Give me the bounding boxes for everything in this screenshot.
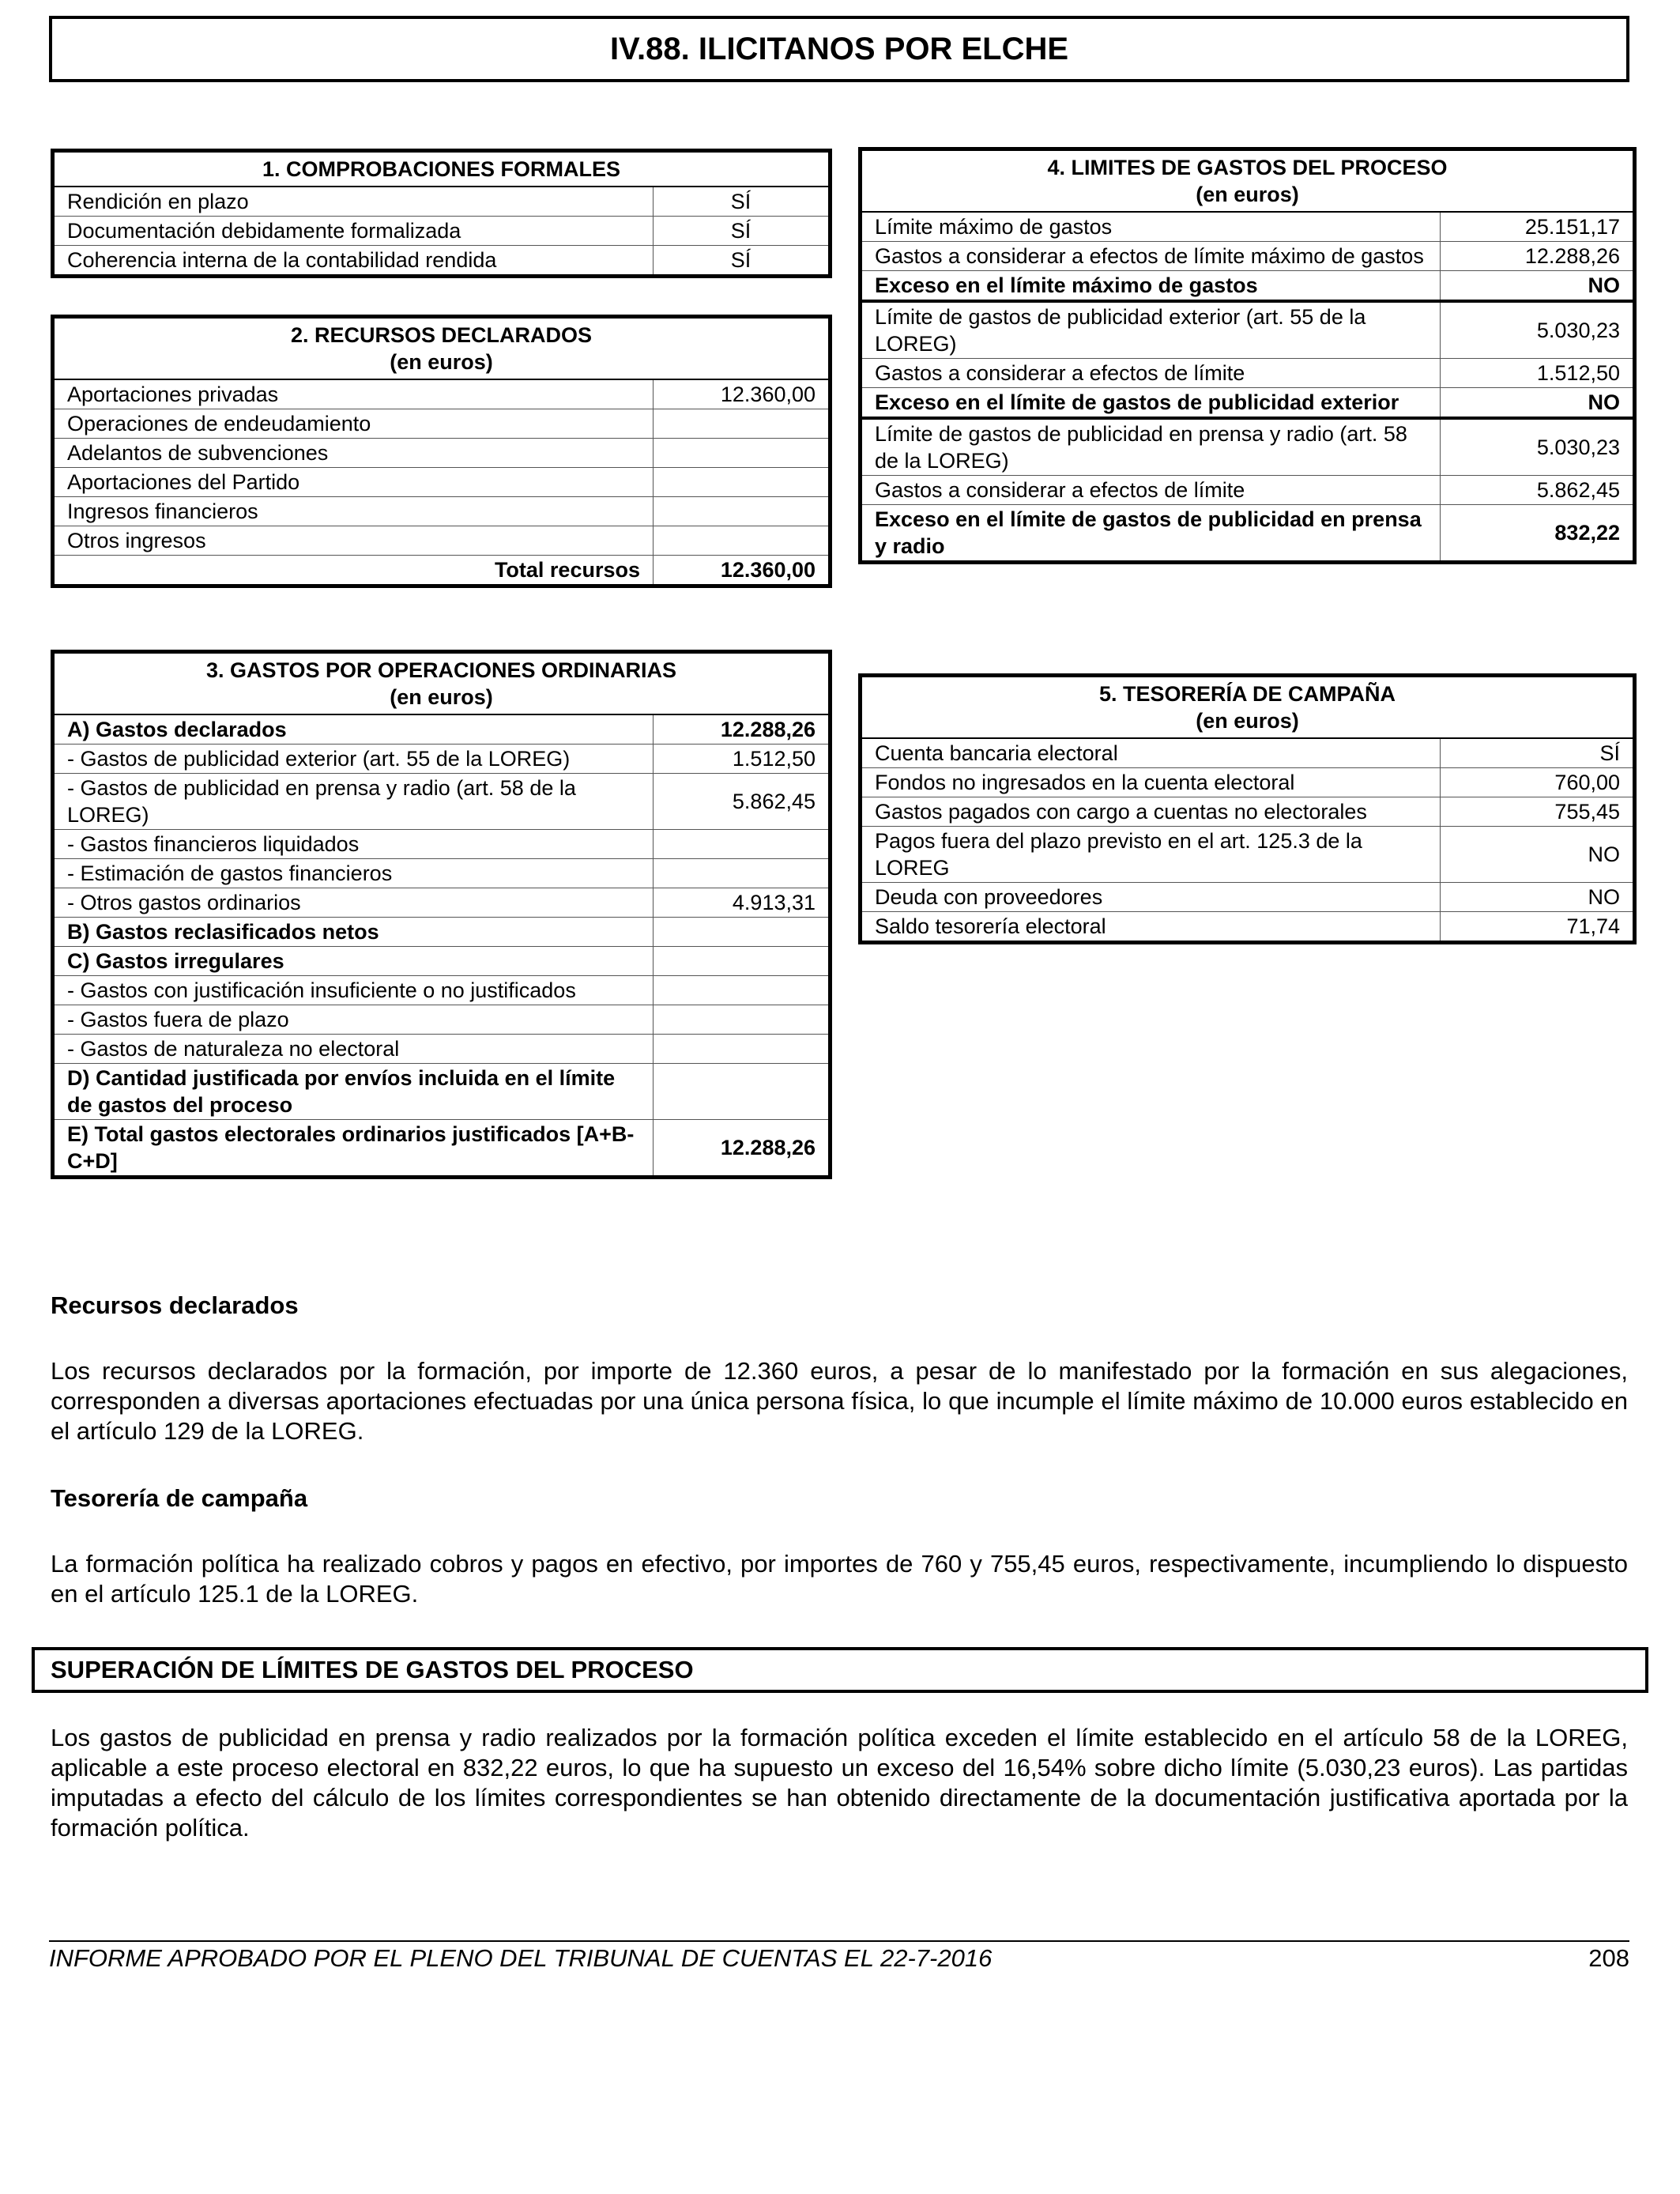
table-row: - Estimación de gastos financieros xyxy=(53,859,831,888)
table-tesoreria-campana xyxy=(858,673,1637,944)
table-row: Gastos pagados con cargo a cuentas no electorales 755,45 xyxy=(861,797,1635,827)
footer-divider xyxy=(49,1940,1629,1942)
table-row: Ingresos financieros xyxy=(53,497,831,526)
paragraph-superacion: Los gastos de publicidad en prensa y radio realizados por la formación política exceden el límite establecido en el artículo 58 de la LOREG, aplicable a este proceso electoral en 832,22 euros, lo que ha supuesto un exceso del 16,54% sobre dicho límite (5.030,23 euros). Las partidas imputadas a efecto del cálculo de los límites correspondientes se han obtenido directamente de la documentación justificativa aportada por la formación política. xyxy=(51,1724,1628,1842)
table-row: Fondos no ingresados en la cuenta electoral 760,00 xyxy=(861,768,1635,797)
table-row: Gastos a considerar a efectos de límite máximo de gastos 12.288,26 xyxy=(861,242,1635,271)
table-row: Coherencia interna de la contabilidad rendida SÍ xyxy=(53,246,831,277)
table-row: Aportaciones del Partido xyxy=(53,468,831,497)
table-row: Documentación debidamente formalizada SÍ xyxy=(53,217,831,246)
table-row: - Gastos fuera de plazo xyxy=(53,1005,831,1035)
table-row: Aportaciones privadas 12.360,00 xyxy=(53,379,831,409)
table-header: 5. TESORERÍA DE CAMPAÑA (en euros) xyxy=(861,676,1635,739)
table-row: - Gastos de publicidad exterior (art. 55 de la LOREG) 1.512,50 xyxy=(53,745,831,774)
page-title: IV.88. ILICITANOS POR ELCHE xyxy=(49,16,1629,82)
table-row: Límite de gastos de publicidad en prensa y radio (art. 58 de la LOREG) 5.030,23 xyxy=(861,418,1635,476)
table-row: Exceso en el límite de gastos de publicidad exterior NO xyxy=(861,388,1635,419)
footer-text: INFORME APROBADO POR EL PLENO DEL TRIBUNAL DE CUENTAS EL 22-7-2016 xyxy=(49,1944,993,1972)
paragraph-recursos: Los recursos declarados por la formación, por importe de 12.360 euros, a pesar de lo manifestado por la formación en sus alegaciones, corresponden a diversas aportaciones efectuadas por una única persona física, lo que incumple el límite máximo de 10.000 euros establecido en el artículo 129 de la LOREG. xyxy=(51,1357,1628,1445)
table-recursos-declarados xyxy=(51,315,832,588)
table-row: B) Gastos reclasificados netos xyxy=(53,918,831,947)
table-header: 3. GASTOS POR OPERACIONES ORDINARIAS (en euros) xyxy=(53,652,831,715)
table-row: Límite de gastos de publicidad exterior (art. 55 de la LOREG) 5.030,23 xyxy=(861,301,1635,359)
table-row: Gastos a considerar a efectos de límite 1.512,50 xyxy=(861,359,1635,388)
table-row: - Gastos con justificación insuficiente o no justificados xyxy=(53,976,831,1005)
table-row: - Gastos financieros liquidados xyxy=(53,830,831,859)
section-title-superacion: SUPERACIÓN DE LÍMITES DE GASTOS DEL PROCESO xyxy=(32,1647,1648,1693)
table-row: Exceso en el límite máximo de gastos NO xyxy=(861,271,1635,302)
table-row: E) Total gastos electorales ordinarios justificados [A+B-C+D] 12.288,26 xyxy=(53,1120,831,1178)
table-total-row: Total recursos 12.360,00 xyxy=(53,556,831,586)
table-gastos-ordinarios xyxy=(51,650,832,1179)
table-row: Saldo tesorería electoral 71,74 xyxy=(861,912,1635,943)
table-row: Rendición en plazo SÍ xyxy=(53,187,831,217)
table-row: Deuda con proveedores NO xyxy=(861,883,1635,912)
page-footer xyxy=(49,1944,1629,1973)
table-limites-gastos xyxy=(858,147,1637,564)
paragraph-tesoreria: La formación política ha realizado cobros y pagos en efectivo, por importes de 760 y 755,45 euros, respectivamente, incumpliendo lo dispuesto en el artículo 125.1 de la LOREG. xyxy=(51,1550,1628,1608)
heading-tesoreria-campana: Tesorería de campaña xyxy=(51,1484,308,1512)
table-header: 1. COMPROBACIONES FORMALES xyxy=(53,151,831,187)
table-row: - Gastos de publicidad en prensa y radio (art. 58 de la LOREG) 5.862,45 xyxy=(53,774,831,830)
heading-recursos-declarados: Recursos declarados xyxy=(51,1291,299,1319)
table-row: Cuenta bancaria electoral SÍ xyxy=(861,738,1635,768)
table-comprobaciones-formales xyxy=(51,149,832,278)
page-number: 208 xyxy=(1588,1944,1629,1972)
table-row: Exceso en el límite de gastos de publicidad en prensa y radio 832,22 xyxy=(861,505,1635,563)
table-row: Otros ingresos xyxy=(53,526,831,556)
table-row: Pagos fuera del plazo previsto en el art. 125.3 de la LOREG NO xyxy=(861,827,1635,883)
table-row: - Gastos de naturaleza no electoral xyxy=(53,1035,831,1064)
table-row: Gastos a considerar a efectos de límite 5.862,45 xyxy=(861,476,1635,505)
table-row: Operaciones de endeudamiento xyxy=(53,409,831,439)
table-row: Límite máximo de gastos 25.151,17 xyxy=(861,212,1635,242)
table-row: Adelantos de subvenciones xyxy=(53,439,831,468)
table-row: C) Gastos irregulares xyxy=(53,947,831,976)
table-row: D) Cantidad justificada por envíos incluida en el límite de gastos del proceso xyxy=(53,1064,831,1120)
table-row: A) Gastos declarados 12.288,26 xyxy=(53,714,831,745)
table-row: - Otros gastos ordinarios 4.913,31 xyxy=(53,888,831,918)
table-header: 4. LIMITES DE GASTOS DEL PROCESO (en euros) xyxy=(861,149,1635,213)
table-header: 2. RECURSOS DECLARADOS (en euros) xyxy=(53,317,831,380)
